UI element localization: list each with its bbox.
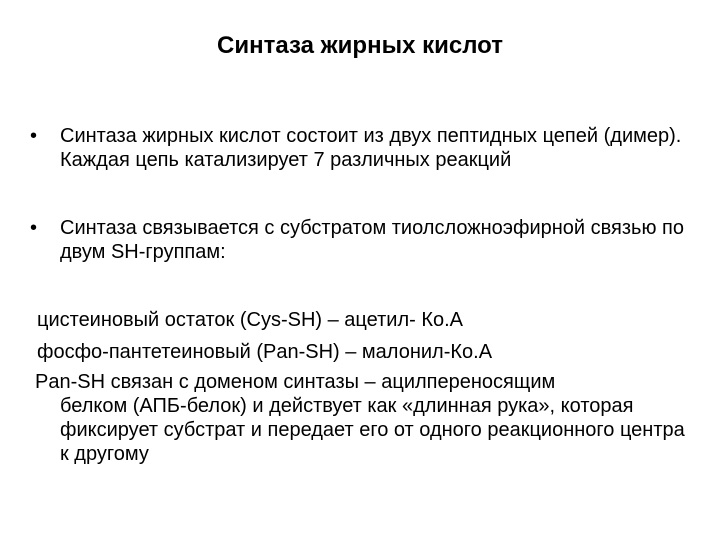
bullet-item-2: [30, 216, 710, 264]
slide-title: Синтаза жирных кислот: [217, 32, 503, 59]
bullet-text: Синтаза жирных кислот состоит из двух пептидных цепей (димер). Каждая цепь катализирует 7 различных реакций: [60, 125, 682, 171]
text-line-pan: фосфо-пантетеиновый (Pan-SH) – малонил-Ко.А: [37, 341, 493, 363]
bullet-text: Синтаза связывается с субстратом тиолсложноэфирной связью по двум SH-группам:: [60, 217, 684, 263]
bullet-item-1: [30, 124, 710, 172]
bullet-marker: •: [30, 125, 38, 147]
paragraph-pan-sh: [35, 370, 695, 466]
paragraph-continuation: белком (АПБ-белок) и действует как «длинная рука», которая фиксирует субстрат и передает его от одного реакционного центра к другому: [60, 395, 685, 465]
bullet-marker: •: [30, 217, 38, 239]
paragraph-first-line: Pan-SH связан с доменом синтазы – ацилпереносящим: [35, 371, 556, 393]
text-line-cys: цистеиновый остаток (Cys-SH) – ацетил- Ко.А: [37, 309, 464, 331]
